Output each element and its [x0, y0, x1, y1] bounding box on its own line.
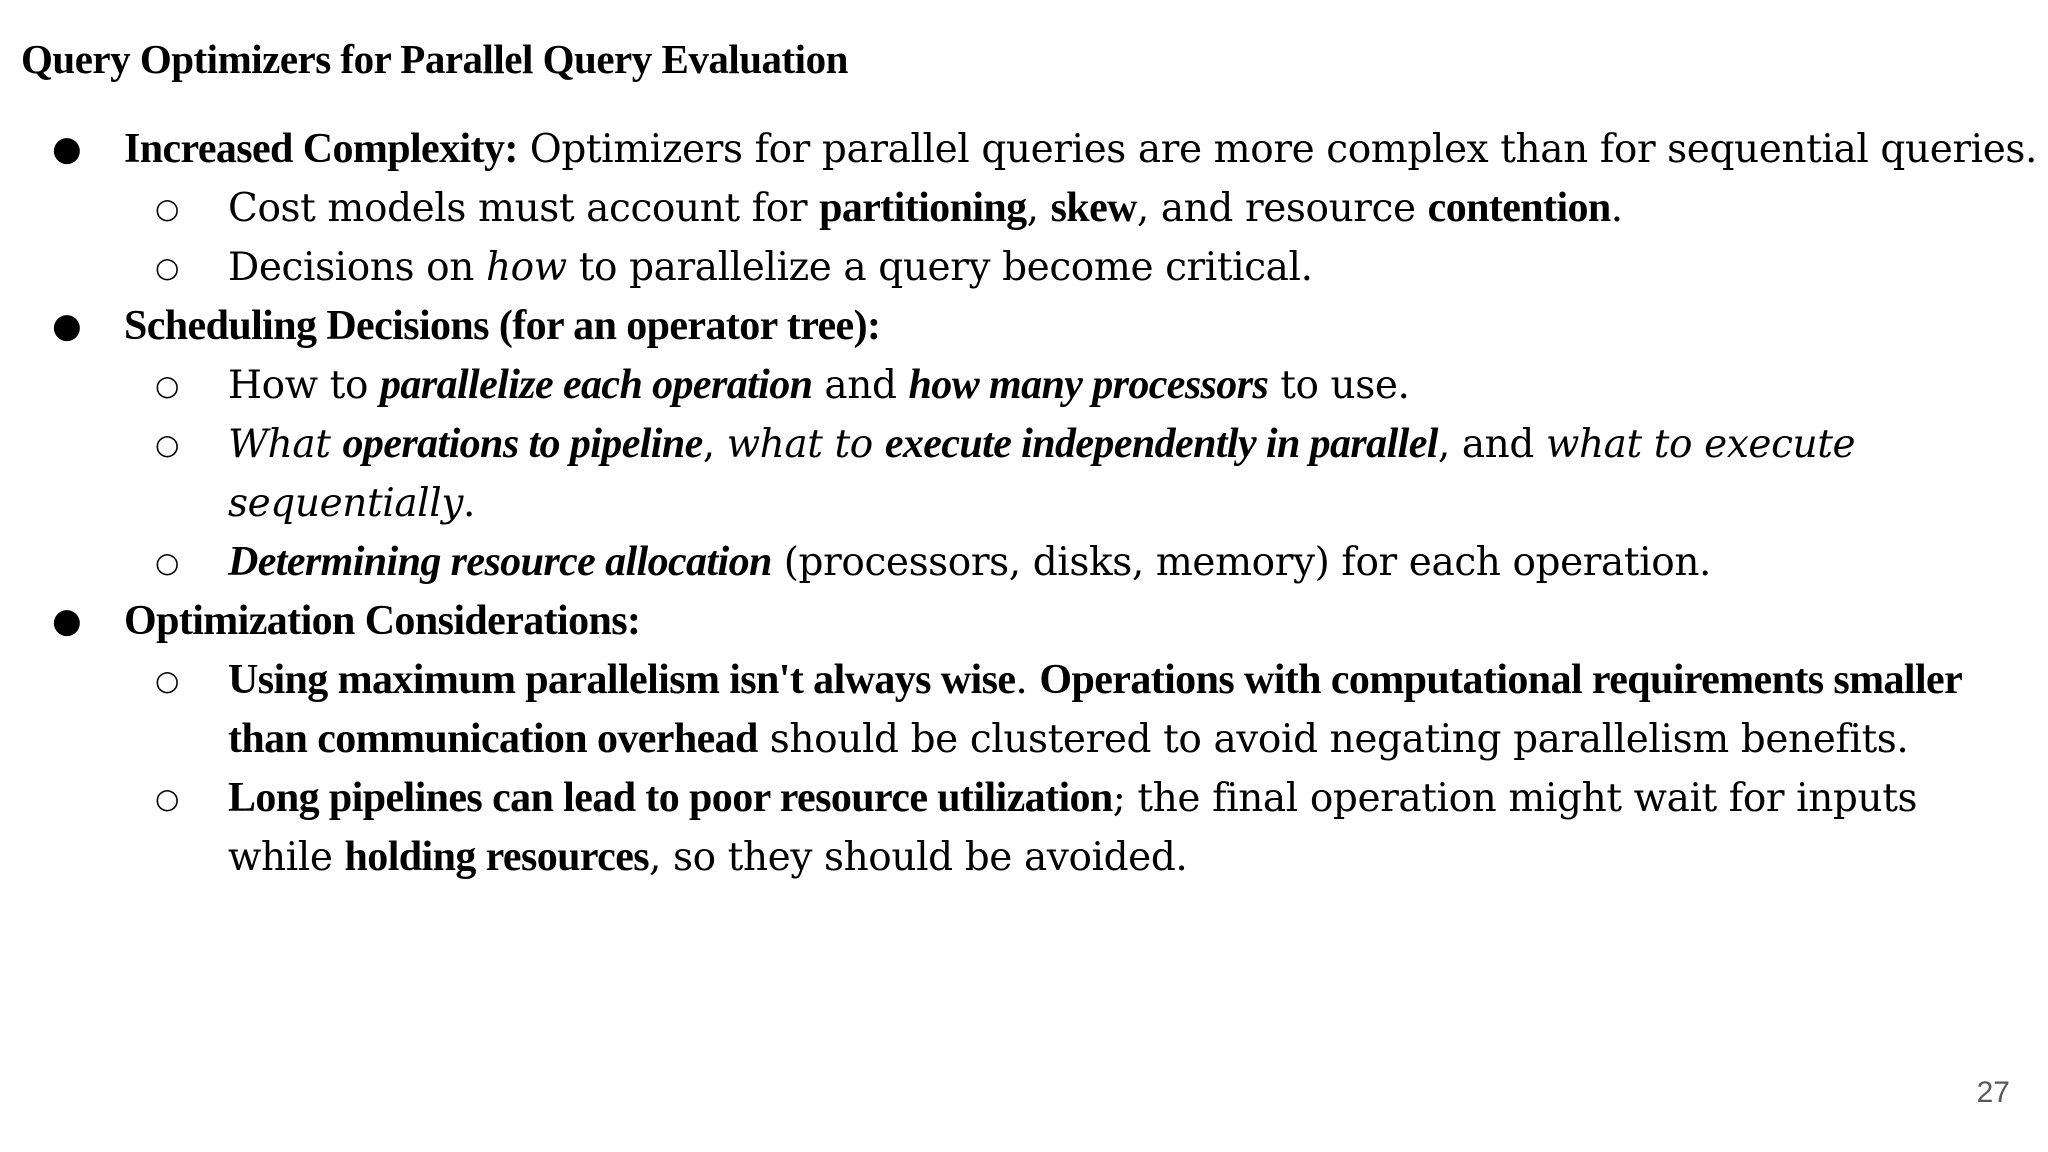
sub-text: , and: [1437, 422, 1546, 467]
sub-bold: Using maximum parallelism isn't always wise: [228, 657, 1016, 703]
sub-bold: Long pipelines can lead to poor resource utilization: [228, 775, 1113, 821]
bullet-increased-complexity: [0, 120, 2048, 179]
sub-italic: how: [485, 245, 567, 290]
sub-text: to parallelize a query become critical.: [566, 245, 1313, 290]
sub-bold: contention: [1427, 185, 1611, 231]
sub-bold-italic: Determining resource allocation: [228, 539, 772, 585]
sub-bullet-parallelize: [0, 356, 2048, 415]
sub-text: ,: [702, 422, 727, 467]
sub-bold: partitioning: [819, 185, 1027, 231]
sub-bullet-cost-models: [0, 179, 2048, 238]
sub-bullet-long-pipelines: [0, 769, 2048, 887]
hollow-bullet-icon: ○: [155, 782, 180, 815]
hollow-bullet-icon: ○: [155, 369, 180, 402]
sub-text: Decisions on: [228, 245, 486, 290]
sub-text: .: [1015, 658, 1040, 703]
sub-italic: what to: [726, 422, 885, 467]
slide-title: Query Optimizers for Parallel Query Evaluation: [21, 36, 848, 82]
sub-text: .: [1610, 186, 1623, 231]
sub-bold: holding resources: [344, 834, 649, 880]
sub-text: (processors, disks, memory) for each operation.: [771, 540, 1712, 585]
bullet-heading: Increased Complexity:: [124, 126, 518, 172]
hollow-bullet-icon: ○: [155, 192, 180, 225]
sub-bold: skew: [1050, 185, 1137, 231]
sub-bold-italic: execute independently in parallel: [884, 421, 1438, 467]
bullet-list: [0, 120, 2048, 887]
filled-bullet-icon: ●: [52, 129, 82, 169]
sub-bullet-resource-allocation: [0, 533, 2048, 592]
bullet-text: Optimizers for parallel queries are more complex than for sequential queries.: [517, 127, 2037, 172]
bullet-heading: Scheduling Decisions (for an operator tree):: [124, 303, 881, 349]
bullet-scheduling-decisions: [0, 297, 2048, 356]
sub-bullet-decisions: [0, 238, 2048, 297]
hollow-bullet-icon: ○: [155, 664, 180, 697]
sub-italic: what to execute sequentially: [228, 422, 1856, 526]
sub-text: to use.: [1268, 363, 1410, 408]
sub-bullet-pipeline: [0, 415, 2048, 533]
hollow-bullet-icon: ○: [155, 428, 180, 461]
sub-text: should be clustered to avoid negating parallelism benefits.: [757, 717, 1909, 762]
sub-text: , so they should be avoided.: [648, 835, 1188, 880]
filled-bullet-icon: ●: [52, 601, 82, 641]
sub-text: ; the final operation might wait for inputs while: [228, 776, 1918, 880]
sub-text: and: [812, 363, 909, 408]
sub-text: , and resource: [1136, 186, 1428, 231]
sub-bold-italic: parallelize each operation: [380, 362, 813, 408]
sub-bullet-max-parallelism: [0, 651, 2048, 769]
sub-text: How to: [228, 363, 381, 408]
sub-text: ,: [1026, 186, 1051, 231]
filled-bullet-icon: ●: [52, 306, 82, 346]
sub-bold-italic: how many processors: [908, 362, 1269, 408]
hollow-bullet-icon: ○: [155, 546, 180, 579]
bullet-heading: Optimization Considerations:: [124, 598, 641, 644]
hollow-bullet-icon: ○: [155, 251, 180, 284]
bullet-optimization-considerations: [0, 592, 2048, 651]
sub-text: .: [462, 481, 475, 526]
sub-bold-italic: operations to pipeline: [342, 421, 703, 467]
sub-bold: Operations with computational requirements smaller than communication overhead: [228, 657, 1962, 762]
page-number: 27: [1976, 1076, 2010, 1109]
sub-italic: What: [228, 422, 343, 467]
sub-text: Cost models must account for: [228, 186, 820, 231]
